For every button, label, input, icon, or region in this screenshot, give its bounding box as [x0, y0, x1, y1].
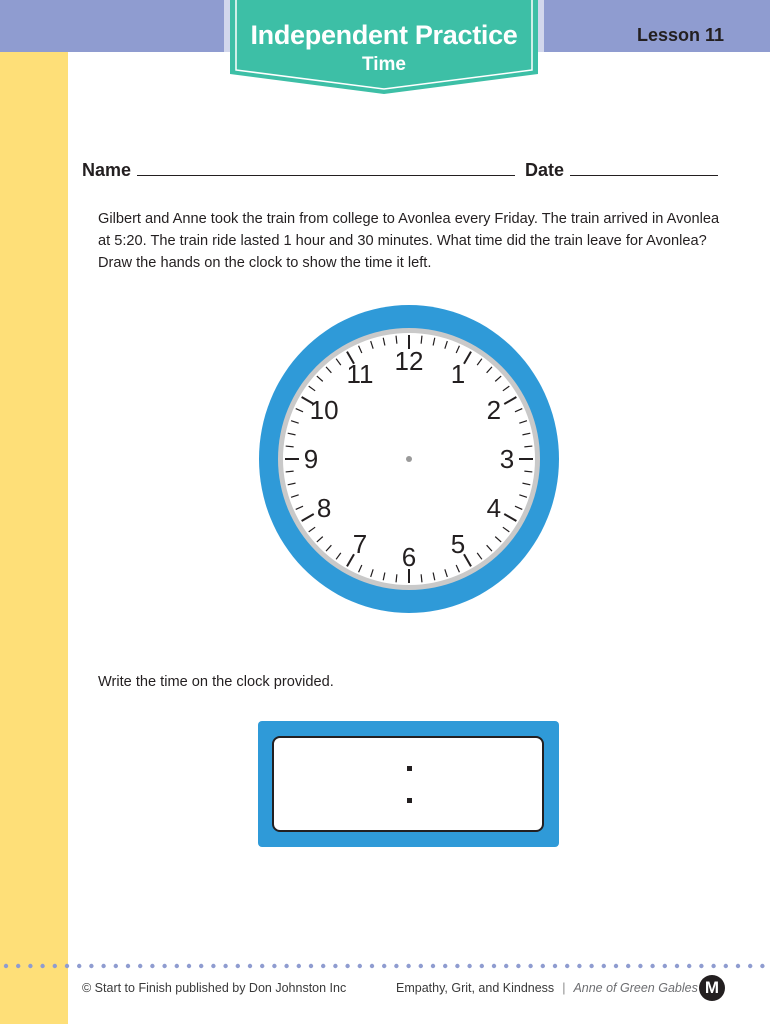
- divider-dot: [65, 964, 69, 968]
- divider-dot: [394, 964, 398, 968]
- write-time-prompt: Write the time on the clock provided.: [98, 674, 334, 690]
- divider-dot: [431, 964, 435, 968]
- divider-dot: [358, 964, 362, 968]
- divider-dot: [711, 964, 715, 968]
- divider-dot: [199, 964, 203, 968]
- minute-tick: [396, 574, 397, 582]
- divider-dot: [480, 964, 484, 968]
- divider-dot: [272, 964, 276, 968]
- divider-dot: [638, 964, 642, 968]
- divider-dot: [333, 964, 337, 968]
- divider-dot: [748, 964, 752, 968]
- minute-tick: [286, 446, 294, 447]
- question-prompt: Gilbert and Anne took the train from college to Avonlea every Friday. The train arrived in Avonlea at 5:20. The train ride lasted 1 hour and 30 minutes. What time did the train leave for Avonlea? Draw the hands on the clock to show the time it left.: [98, 211, 720, 271]
- publisher-logo: M: [699, 975, 725, 1001]
- divider-dot: [126, 964, 130, 968]
- divider-dot: [248, 964, 252, 968]
- divider-dot: [577, 964, 581, 968]
- divider-dot: [297, 964, 301, 968]
- divider-dot: [89, 964, 93, 968]
- divider-dot: [541, 964, 545, 968]
- name-date-row: [82, 159, 726, 181]
- footer-book-title: Anne of Green Gables: [573, 981, 698, 995]
- clock-number: 8: [316, 493, 332, 523]
- divider-dot: [77, 964, 81, 968]
- divider-dot: [40, 964, 44, 968]
- divider-dot: [675, 964, 679, 968]
- name-field[interactable]: [137, 159, 515, 176]
- divider-dot: [345, 964, 349, 968]
- divider-dot: [699, 964, 703, 968]
- divider-dot: [321, 964, 325, 968]
- divider-dot: [260, 964, 264, 968]
- clock-number: 7: [352, 528, 368, 559]
- clock-center: [406, 456, 412, 462]
- divider-dot: [419, 964, 423, 968]
- clock-number: 12: [394, 346, 424, 376]
- digital-time-field[interactable]: [272, 736, 544, 832]
- footer-copyright: © Start to Finish published by Don Johnston Inc: [82, 981, 347, 995]
- minute-tick: [421, 336, 422, 344]
- divider-dot: [516, 964, 520, 968]
- divider-dot: [528, 964, 532, 968]
- divider-dot: [284, 964, 288, 968]
- analog-clock[interactable]: [258, 304, 560, 614]
- minute-tick: [396, 336, 397, 344]
- divider-dot: [565, 964, 569, 968]
- divider-dot: [370, 964, 374, 968]
- divider-dot: [53, 964, 57, 968]
- divider-dot: [162, 964, 166, 968]
- divider-dot: [602, 964, 606, 968]
- divider-dot: [16, 964, 20, 968]
- minute-tick: [524, 471, 532, 472]
- clock-number: 6: [401, 542, 417, 572]
- clock-number: 11: [346, 359, 374, 390]
- divider-dot: [589, 964, 593, 968]
- divider-dot: [175, 964, 179, 968]
- name-label: Name: [82, 160, 132, 180]
- divider-dot: [382, 964, 386, 968]
- title-banner: [224, 0, 544, 104]
- clock-number: 3: [499, 444, 515, 474]
- divider-dot: [236, 964, 240, 968]
- footer-series-info: [396, 981, 698, 995]
- clock-number: 10: [309, 395, 339, 425]
- divider-dot: [504, 964, 508, 968]
- minute-tick: [421, 574, 422, 582]
- divider-dot: [455, 964, 459, 968]
- colon-top-dot: [407, 766, 412, 771]
- footer-separator: |: [562, 981, 566, 995]
- minute-tick: [286, 471, 294, 472]
- page-title: Independent Practice: [250, 20, 518, 50]
- clock-number: 2: [486, 395, 502, 425]
- divider-dot: [614, 964, 618, 968]
- colon-bottom-dot: [407, 798, 412, 803]
- divider-dot: [4, 964, 8, 968]
- digital-clock: [258, 721, 559, 847]
- divider-dot: [687, 964, 691, 968]
- divider-dot: [760, 964, 764, 968]
- clock-number: 5: [450, 528, 466, 559]
- divider-dot: [443, 964, 447, 968]
- divider-dot: [150, 964, 154, 968]
- divider-dot: [114, 964, 118, 968]
- divider-dot: [492, 964, 496, 968]
- page-subtitle: Time: [361, 54, 406, 75]
- date-field[interactable]: [570, 159, 718, 176]
- divider-dot: [406, 964, 410, 968]
- divider-dot: [724, 964, 728, 968]
- divider-dot: [28, 964, 32, 968]
- divider-dot: [309, 964, 313, 968]
- divider-dot: [101, 964, 105, 968]
- clock-number: 4: [486, 493, 502, 523]
- lesson-label: Lesson 11: [636, 25, 724, 45]
- footer-dotted-divider: [0, 961, 770, 971]
- minute-tick: [524, 446, 532, 447]
- clock-number: 9: [303, 444, 319, 474]
- date-label: Date: [525, 160, 565, 180]
- divider-dot: [663, 964, 667, 968]
- footer-series: Empathy, Grit, and Kindness: [396, 981, 555, 995]
- divider-dot: [626, 964, 630, 968]
- clock-number: 1: [450, 359, 466, 390]
- divider-dot: [467, 964, 471, 968]
- divider-dot: [223, 964, 227, 968]
- divider-dot: [211, 964, 215, 968]
- divider-dot: [736, 964, 740, 968]
- side-band: [0, 52, 68, 1024]
- divider-dot: [553, 964, 557, 968]
- divider-dot: [650, 964, 654, 968]
- divider-dot: [187, 964, 191, 968]
- divider-dot: [138, 964, 142, 968]
